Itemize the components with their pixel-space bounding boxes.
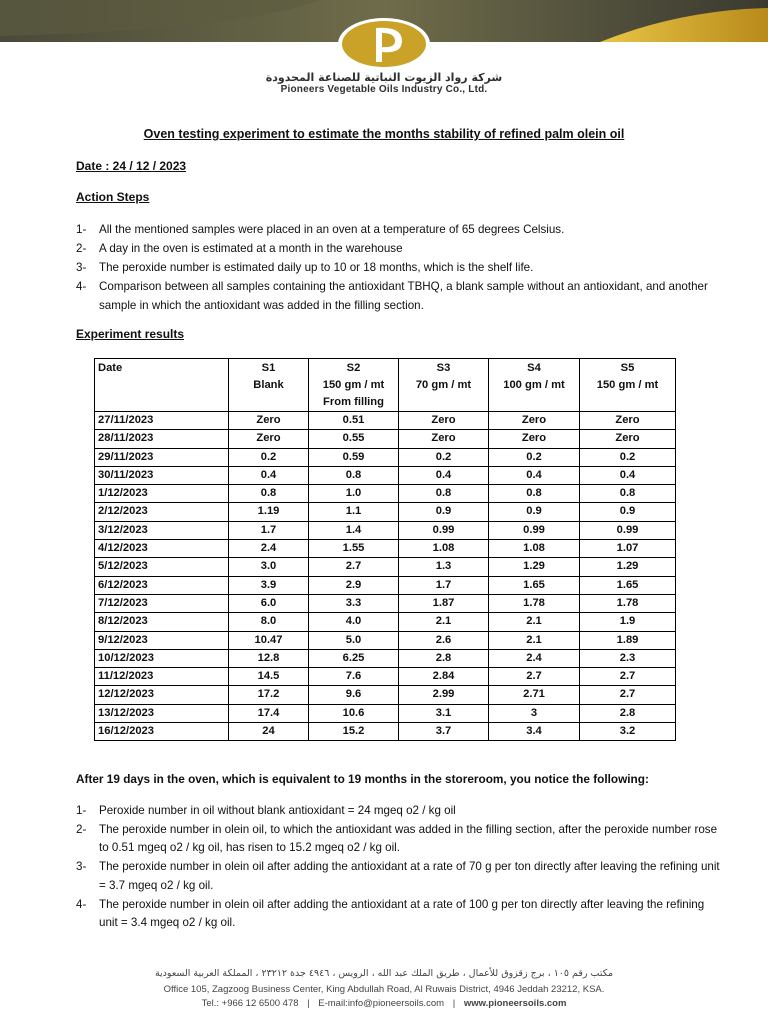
- date-cell: 16/12/2023: [95, 723, 229, 741]
- s3-cell: 2.8: [399, 649, 489, 667]
- table-row: [95, 558, 676, 576]
- s1-cell: 0.4: [229, 466, 309, 484]
- step-number: 2-: [76, 242, 87, 255]
- date-cell: 2/12/2023: [95, 503, 229, 521]
- s5-cell: Zero: [580, 430, 676, 448]
- date-cell: 11/12/2023: [95, 668, 229, 686]
- s3-cell: 3.7: [399, 723, 489, 741]
- note-text: The peroxide number in olein oil after adding the antioxidant at a rate of 70 g per ton directly after leaving the refining unit = 3.7 mgeq o2 / kg oil.: [99, 860, 720, 892]
- s1-cell: 17.4: [229, 704, 309, 722]
- note-number: 4-: [76, 897, 87, 911]
- header-line: S4: [527, 362, 541, 374]
- s4-cell: Zero: [489, 430, 580, 448]
- note-number: 3-: [76, 860, 87, 874]
- table-row: [95, 631, 676, 649]
- column-header-date: [95, 359, 229, 412]
- s1-cell: 3.9: [229, 576, 309, 594]
- s5-cell: 2.7: [580, 668, 676, 686]
- s5-cell: 1.07: [580, 540, 676, 558]
- s4-cell: 2.1: [489, 631, 580, 649]
- step-number: 1-: [76, 223, 87, 236]
- results-table-body: [95, 412, 676, 741]
- s3-cell: 2.84: [399, 668, 489, 686]
- footer-separator: |: [307, 998, 310, 1009]
- s1-cell: 10.47: [229, 631, 309, 649]
- footer-address-arabic: مكتب رقم ١٠٥ ، برج زقزوق للأعمال ، طريق الملك عبد الله ، الرويس ، ٤٩٤٦ جدة ٢٣٢١٢ ، المملكة العربية السعودية: [154, 968, 614, 979]
- experiment-results-heading: Experiment results: [76, 327, 185, 341]
- table-row: [95, 649, 676, 667]
- s1-cell: 1.7: [229, 521, 309, 539]
- company-name-arabic: شركة رواد الزيوت النباتية للصناعة المحدودة: [265, 71, 503, 84]
- s1-cell: 17.2: [229, 686, 309, 704]
- s5-cell: 2.3: [580, 649, 676, 667]
- note-text: The peroxide number in olein oil after adding the antioxidant at a rate of 100 g per ton directly after leaving the refining unit = 3.4 mgeq o2 / kg oil.: [99, 897, 705, 930]
- s5-cell: 0.2: [580, 448, 676, 466]
- note-text: The peroxide number in olein oil, to which the antioxidant was added in the filling section, after the peroxide number rose to 0.51 mgeq o2 / kg oil, has risen to 15.2 mgeq o2 / kg oil.: [99, 822, 718, 855]
- table-row: [95, 540, 676, 558]
- list-item: [76, 277, 726, 315]
- step-number: 3-: [76, 261, 87, 274]
- s1-cell: 1.19: [229, 503, 309, 521]
- s5-cell: 0.4: [580, 466, 676, 484]
- s2-cell: 6.25: [309, 649, 399, 667]
- s2-cell: 0.59: [309, 448, 399, 466]
- table-row: [95, 430, 676, 448]
- s1-cell: 6.0: [229, 594, 309, 612]
- step-text: Comparison between all samples containing the antioxidant TBHQ, a blank sample without an antioxidant, and another sample in which the antioxidant was added in the filling section.: [99, 280, 708, 312]
- date-cell: 7/12/2023: [95, 594, 229, 612]
- header-line: 100 gm / mt: [503, 379, 565, 391]
- s2-cell: 15.2: [309, 723, 399, 741]
- s4-cell: 1.78: [489, 594, 580, 612]
- s5-cell: 0.8: [580, 485, 676, 503]
- action-steps-heading: Action Steps: [76, 190, 150, 204]
- footer-website-link[interactable]: www.pioneersoils.com: [463, 998, 567, 1009]
- s3-cell: 0.99: [399, 521, 489, 539]
- s5-cell: 1.9: [580, 613, 676, 631]
- s5-cell: Zero: [580, 412, 676, 430]
- list-item: [76, 258, 726, 277]
- document-title: Oven testing experiment to estimate the months stability of refined palm olein oil: [143, 127, 625, 141]
- s4-cell: 2.71: [489, 686, 580, 704]
- header-line: 150 gm / mt: [322, 379, 385, 391]
- step-number: 4-: [76, 280, 87, 293]
- s2-cell: 7.6: [309, 668, 399, 686]
- header-line: From filling: [323, 396, 384, 408]
- s5-cell: 1.78: [580, 594, 676, 612]
- note-text: Peroxide number in oil without blank antioxidant = 24 mgeq o2 / kg oil: [99, 804, 456, 817]
- note-number: 2-: [76, 822, 87, 836]
- header-line: Blank: [253, 379, 284, 391]
- s5-cell: 3.2: [580, 723, 676, 741]
- action-steps-list: [76, 220, 726, 315]
- s3-cell: 0.2: [399, 448, 489, 466]
- s5-cell: 0.99: [580, 521, 676, 539]
- table-row: [95, 485, 676, 503]
- s4-cell: 2.1: [489, 613, 580, 631]
- s3-cell: 2.99: [399, 686, 489, 704]
- summary-notes-list: [76, 802, 726, 933]
- step-text: The peroxide number is estimated daily up to 10 or 18 months, which is the shelf life.: [99, 261, 534, 274]
- s4-cell: 0.9: [489, 503, 580, 521]
- company-logo: [336, 14, 432, 74]
- header-line: S1: [261, 362, 276, 374]
- s2-cell: 0.8: [309, 466, 399, 484]
- s4-cell: 0.99: [489, 521, 580, 539]
- s4-cell: 1.08: [489, 540, 580, 558]
- s4-cell: 0.2: [489, 448, 580, 466]
- summary-heading: After 19 days in the oven, which is equivalent to 19 months in the storeroom, you notice the following:: [76, 772, 649, 786]
- table-row: [95, 412, 676, 430]
- s5-cell: 1.65: [580, 576, 676, 594]
- s5-cell: 0.9: [580, 503, 676, 521]
- s4-cell: 3.4: [489, 723, 580, 741]
- s1-cell: 0.8: [229, 485, 309, 503]
- s3-cell: 1.7: [399, 576, 489, 594]
- s3-cell: 2.1: [399, 613, 489, 631]
- s2-cell: 0.55: [309, 430, 399, 448]
- date-cell: 10/12/2023: [95, 649, 229, 667]
- table-row: [95, 503, 676, 521]
- s3-cell: 3.1: [399, 704, 489, 722]
- date-cell: 1/12/2023: [95, 485, 229, 503]
- table-row: [95, 594, 676, 612]
- note-number: 1-: [76, 804, 87, 817]
- company-name-english: Pioneers Vegetable Oils Industry Co., Ltd.: [280, 84, 488, 95]
- date-cell: 12/12/2023: [95, 686, 229, 704]
- list-item: [76, 821, 726, 858]
- s2-cell: 5.0: [309, 631, 399, 649]
- header-line: Date: [98, 362, 123, 374]
- table-row: [95, 613, 676, 631]
- table-header-row: [95, 359, 676, 412]
- column-header-s2: [309, 359, 399, 412]
- footer-separator: |: [452, 998, 456, 1009]
- date-cell: 30/11/2023: [95, 466, 229, 484]
- step-text: A day in the oven is estimated at a month in the warehouse: [99, 242, 403, 255]
- s4-cell: 0.4: [489, 466, 580, 484]
- date-cell: 13/12/2023: [95, 704, 229, 722]
- s2-cell: 1.55: [309, 540, 399, 558]
- step-text: All the mentioned samples were placed in an oven at a temperature of 65 degrees Celsius.: [99, 223, 565, 236]
- table-row: [95, 521, 676, 539]
- date-cell: 29/11/2023: [95, 448, 229, 466]
- table-row: [95, 704, 676, 722]
- s2-cell: 2.7: [309, 558, 399, 576]
- s3-cell: 0.4: [399, 466, 489, 484]
- s1-cell: Zero: [229, 430, 309, 448]
- s4-cell: 2.7: [489, 668, 580, 686]
- s4-cell: Zero: [489, 412, 580, 430]
- s3-cell: 1.08: [399, 540, 489, 558]
- s4-cell: 3: [489, 704, 580, 722]
- s2-cell: 1.1: [309, 503, 399, 521]
- column-header-s1: [229, 359, 309, 412]
- header-line: S2: [346, 362, 361, 374]
- list-item: [76, 239, 726, 258]
- date-cell: 5/12/2023: [95, 558, 229, 576]
- s3-cell: Zero: [399, 430, 489, 448]
- date-cell: 8/12/2023: [95, 613, 229, 631]
- s4-cell: 1.29: [489, 558, 580, 576]
- s4-cell: 1.65: [489, 576, 580, 594]
- date-cell: 3/12/2023: [95, 521, 229, 539]
- s3-cell: 1.3: [399, 558, 489, 576]
- column-header-s3: [399, 359, 489, 412]
- column-header-s5: [580, 359, 676, 412]
- table-row: [95, 466, 676, 484]
- s5-cell: 2.8: [580, 704, 676, 722]
- s2-cell: 2.9: [309, 576, 399, 594]
- s4-cell: 2.4: [489, 649, 580, 667]
- s1-cell: 2.4: [229, 540, 309, 558]
- s5-cell: 1.29: [580, 558, 676, 576]
- s1-cell: 24: [229, 723, 309, 741]
- s3-cell: 1.87: [399, 594, 489, 612]
- table-row: [95, 723, 676, 741]
- s2-cell: 3.3: [309, 594, 399, 612]
- s1-cell: Zero: [229, 412, 309, 430]
- list-item: [76, 896, 726, 933]
- s4-cell: 0.8: [489, 485, 580, 503]
- date-cell: 27/11/2023: [95, 412, 229, 430]
- s2-cell: 0.51: [309, 412, 399, 430]
- list-item: [76, 220, 726, 239]
- list-item: [76, 858, 726, 895]
- header-line: 150 gm / mt: [596, 379, 659, 391]
- s3-cell: Zero: [399, 412, 489, 430]
- document-date: Date : 24 / 12 / 2023: [76, 159, 187, 173]
- table-row: [95, 668, 676, 686]
- footer-phone: Tel.: +966 12 6500 478: [201, 998, 299, 1009]
- s5-cell: 1.89: [580, 631, 676, 649]
- s3-cell: 0.8: [399, 485, 489, 503]
- header-line: S5: [620, 362, 635, 374]
- s1-cell: 8.0: [229, 613, 309, 631]
- table-row: [95, 576, 676, 594]
- date-cell: 6/12/2023: [95, 576, 229, 594]
- s5-cell: 2.7: [580, 686, 676, 704]
- column-header-s4: [489, 359, 580, 412]
- s2-cell: 9.6: [309, 686, 399, 704]
- footer-contact: [0, 998, 768, 1009]
- date-cell: 4/12/2023: [95, 540, 229, 558]
- s3-cell: 0.9: [399, 503, 489, 521]
- s2-cell: 10.6: [309, 704, 399, 722]
- results-table: [94, 358, 676, 741]
- s2-cell: 1.0: [309, 485, 399, 503]
- s3-cell: 2.6: [399, 631, 489, 649]
- s2-cell: 1.4: [309, 521, 399, 539]
- date-cell: 28/11/2023: [95, 430, 229, 448]
- table-row: [95, 448, 676, 466]
- footer-address-english: Office 105, Zagzoog Business Center, King Abdullah Road, Al Ruwais District, 4946 Jeddah 23212, KSA.: [163, 984, 605, 995]
- date-cell: 9/12/2023: [95, 631, 229, 649]
- s1-cell: 3.0: [229, 558, 309, 576]
- footer-email-link[interactable]: E-mail:info@pioneersoils.com: [318, 998, 445, 1009]
- s1-cell: 14.5: [229, 668, 309, 686]
- s1-cell: 12.8: [229, 649, 309, 667]
- table-row: [95, 686, 676, 704]
- list-item: [76, 802, 726, 821]
- header-line: 70 gm / mt: [415, 379, 472, 391]
- s2-cell: 4.0: [309, 613, 399, 631]
- header-line: S3: [436, 362, 451, 374]
- s1-cell: 0.2: [229, 448, 309, 466]
